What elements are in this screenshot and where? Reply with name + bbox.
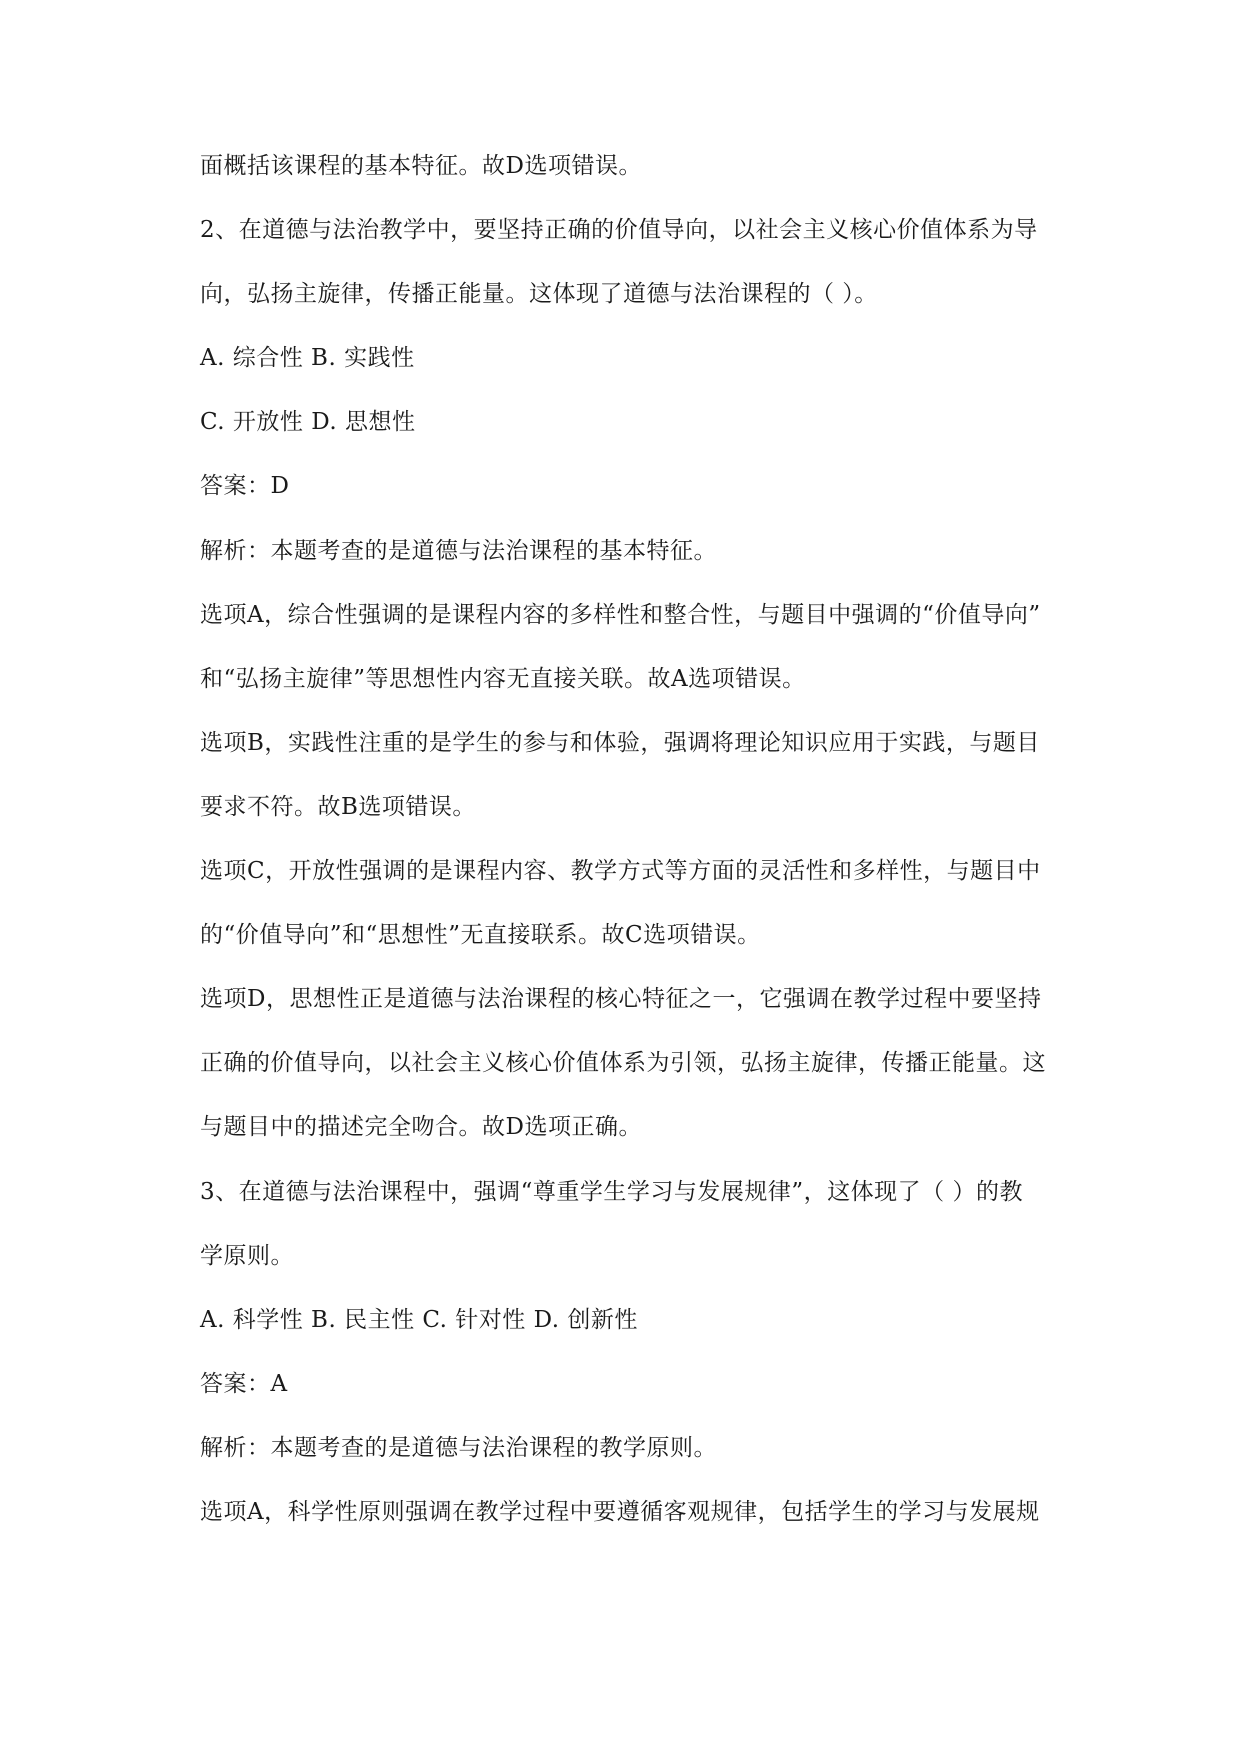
text-line: 选项C，开放性强调的是课程内容、教学方式等方面的灵活性和多样性，与题目中 <box>200 858 1041 885</box>
question-2-options-cd: C. 开放性 D. 思想性 <box>200 409 416 436</box>
text-line: 要求不符。故B选项错误。 <box>200 793 476 820</box>
document-body <box>200 146 1100 1556</box>
question-2-stem-line-1: 2、在道德与法治教学中，要坚持正确的价值导向，以社会主义核心价值体系为导 <box>200 217 1038 244</box>
text-line: 和“弘扬主旋律”等思想性内容无直接关联。故A选项错误。 <box>200 665 806 692</box>
question-2-stem-line-2: 向，弘扬主旋律，传播正能量。这体现了道德与法治课程的（ ）。 <box>200 281 878 308</box>
question-2-answer: 答案：D <box>200 473 290 500</box>
text-line: 面概括该课程的基本特征。故D选项错误。 <box>200 153 642 179</box>
question-3-stem-line-1: 3、在道德与法治课程中，强调“尊重学生学习与发展规律”，这体现了（ ）的教 <box>200 1178 1023 1205</box>
text-line: 选项D，思想性正是道德与法治课程的核心特征之一，它强调在教学过程中要坚持 <box>200 986 1042 1013</box>
text-line: 正确的价值导向，以社会主义核心价值体系为引领，弘扬主旋律，传播正能量。这 <box>200 1050 1046 1077</box>
text-line: 的“价值导向”和“思想性”无直接联系。故C选项错误。 <box>200 922 761 949</box>
text-line: 与题目中的描述完全吻合。故D选项正确。 <box>200 1114 642 1141</box>
question-2-options-ab: A. 综合性 B. 实践性 <box>200 345 415 372</box>
question-3-analysis: 解析：本题考查的是道德与法治课程的教学原则。 <box>200 1434 717 1461</box>
question-3-stem-line-2: 学原则。 <box>200 1242 294 1269</box>
text-line: 选项B，实践性注重的是学生的参与和体验，强调将理论知识应用于实践，与题目 <box>200 729 1040 756</box>
text-line: 选项A，科学性原则强调在教学过程中要遵循客观规律，包括学生的学习与发展规 <box>200 1498 1040 1525</box>
question-3-answer: 答案：A <box>200 1370 288 1397</box>
question-2-analysis: 解析：本题考查的是道德与法治课程的基本特征。 <box>200 537 717 564</box>
question-3-options: A. 科学性 B. 民主性 C. 针对性 D. 创新性 <box>200 1306 638 1333</box>
text-line: 选项A，综合性强调的是课程内容的多样性和整合性，与题目中强调的“价值导向” <box>200 601 1041 628</box>
